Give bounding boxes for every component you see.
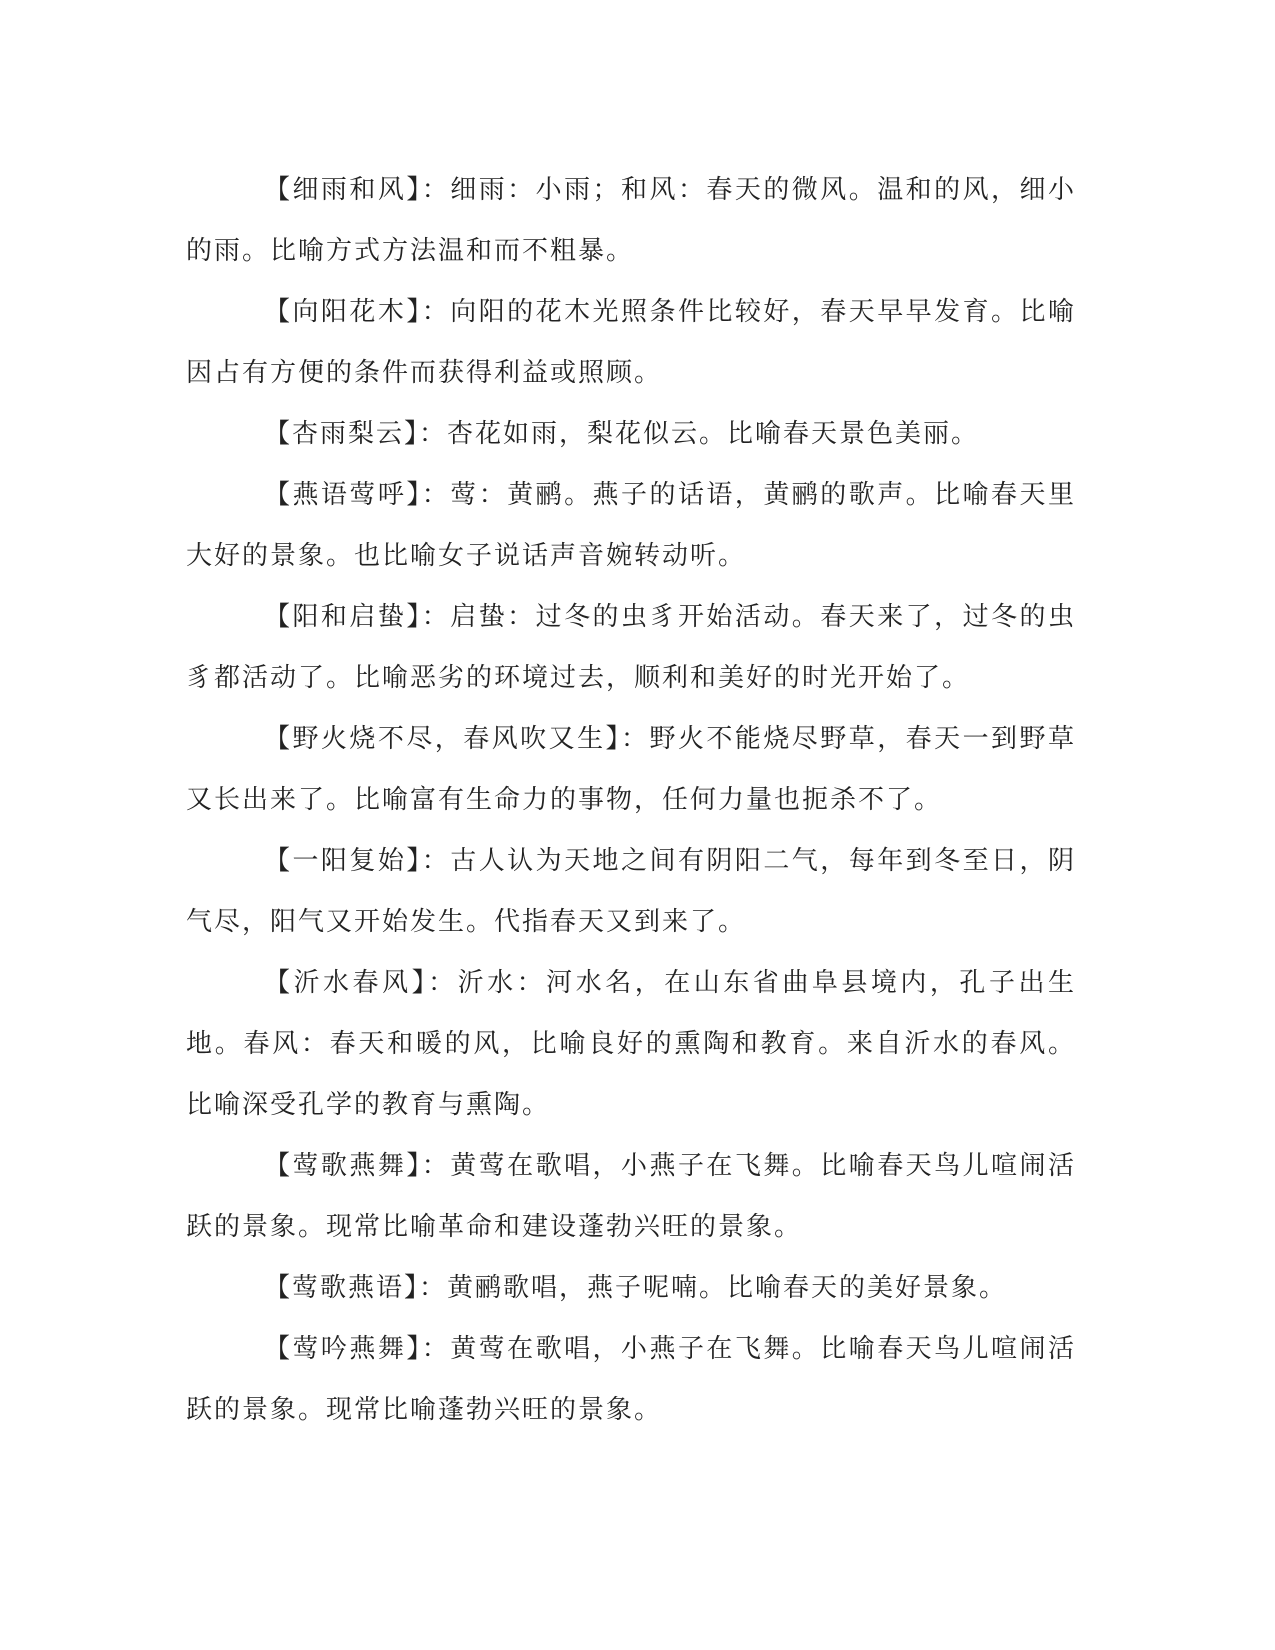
idiom-definition: ：黄莺在歌唱，小燕子在飞舞。比喻春天鸟儿喧闹活跃的景象。现常比喻蓬勃兴旺的景象。 [186, 1334, 1076, 1425]
document-page [186, 160, 1076, 1441]
idiom-entry [186, 282, 1076, 404]
idiom-term: 【燕语莺呼】 [264, 480, 422, 510]
idiom-definition: ：黄鹂歌唱，燕子呢喃。比喻春天的美好景象。 [419, 1273, 1008, 1303]
idiom-term: 【野火烧不尽，春风吹又生】 [264, 724, 622, 754]
idiom-term: 【细雨和风】 [264, 175, 422, 205]
idiom-definition: ：向阳的花木光照条件比较好，春天早早发育。比喻因占有方便的条件而获得利益或照顾。 [186, 297, 1076, 388]
idiom-entry [186, 587, 1076, 709]
idiom-term: 【一阳复始】 [264, 846, 422, 876]
idiom-entry [186, 1136, 1076, 1258]
idiom-entry [186, 1258, 1076, 1319]
idiom-term: 【莺吟燕舞】 [264, 1334, 422, 1364]
idiom-entry [186, 831, 1076, 953]
idiom-term: 【杏雨梨云】 [264, 419, 420, 449]
idiom-term: 【莺歌燕舞】 [264, 1151, 422, 1181]
idiom-definition: ：莺：黄鹂。燕子的话语，黄鹂的歌声。比喻春天里大好的景象。也比喻女子说话声音婉转动听。 [186, 480, 1076, 571]
idiom-entry [186, 404, 1076, 465]
idiom-definition: ：细雨：小雨；和风：春天的微风。温和的风，细小的雨。比喻方式方法温和而不粗暴。 [186, 175, 1076, 266]
idiom-term: 【阳和启蛰】 [264, 602, 422, 632]
idiom-definition: ：沂水：河水名，在山东省曲阜县境内，孔子出生地。春风：春天和暖的风，比喻良好的熏陶和教育。来自沂水的春风。比喻深受孔学的教育与熏陶。 [186, 968, 1076, 1120]
idiom-definition: ：杏花如雨，梨花似云。比喻春天景色美丽。 [419, 419, 980, 449]
idiom-entry [186, 1319, 1076, 1441]
idiom-definition: ：启蛰：过冬的虫豸开始活动。春天来了，过冬的虫豸都活动了。比喻恶劣的环境过去，顺利和美好的时光开始了。 [186, 602, 1076, 693]
idiom-entry [186, 160, 1076, 282]
idiom-term: 【沂水春风】 [264, 968, 429, 998]
idiom-definition: ：古人认为天地之间有阴阳二气，每年到冬至日，阴气尽，阳气又开始发生。代指春天又到来了。 [186, 846, 1076, 937]
idiom-entry [186, 465, 1076, 587]
idiom-definition: ：野火不能烧尽野草，春天一到野草又长出来了。比喻富有生命力的事物，任何力量也扼杀不了。 [186, 724, 1076, 815]
idiom-term: 【向阳花木】 [264, 297, 422, 327]
idiom-definition: ：黄莺在歌唱，小燕子在飞舞。比喻春天鸟儿喧闹活跃的景象。现常比喻革命和建设蓬勃兴旺的景象。 [186, 1151, 1076, 1242]
idiom-entry [186, 953, 1076, 1136]
idiom-entry [186, 709, 1076, 831]
idiom-term: 【莺歌燕语】 [264, 1273, 420, 1303]
